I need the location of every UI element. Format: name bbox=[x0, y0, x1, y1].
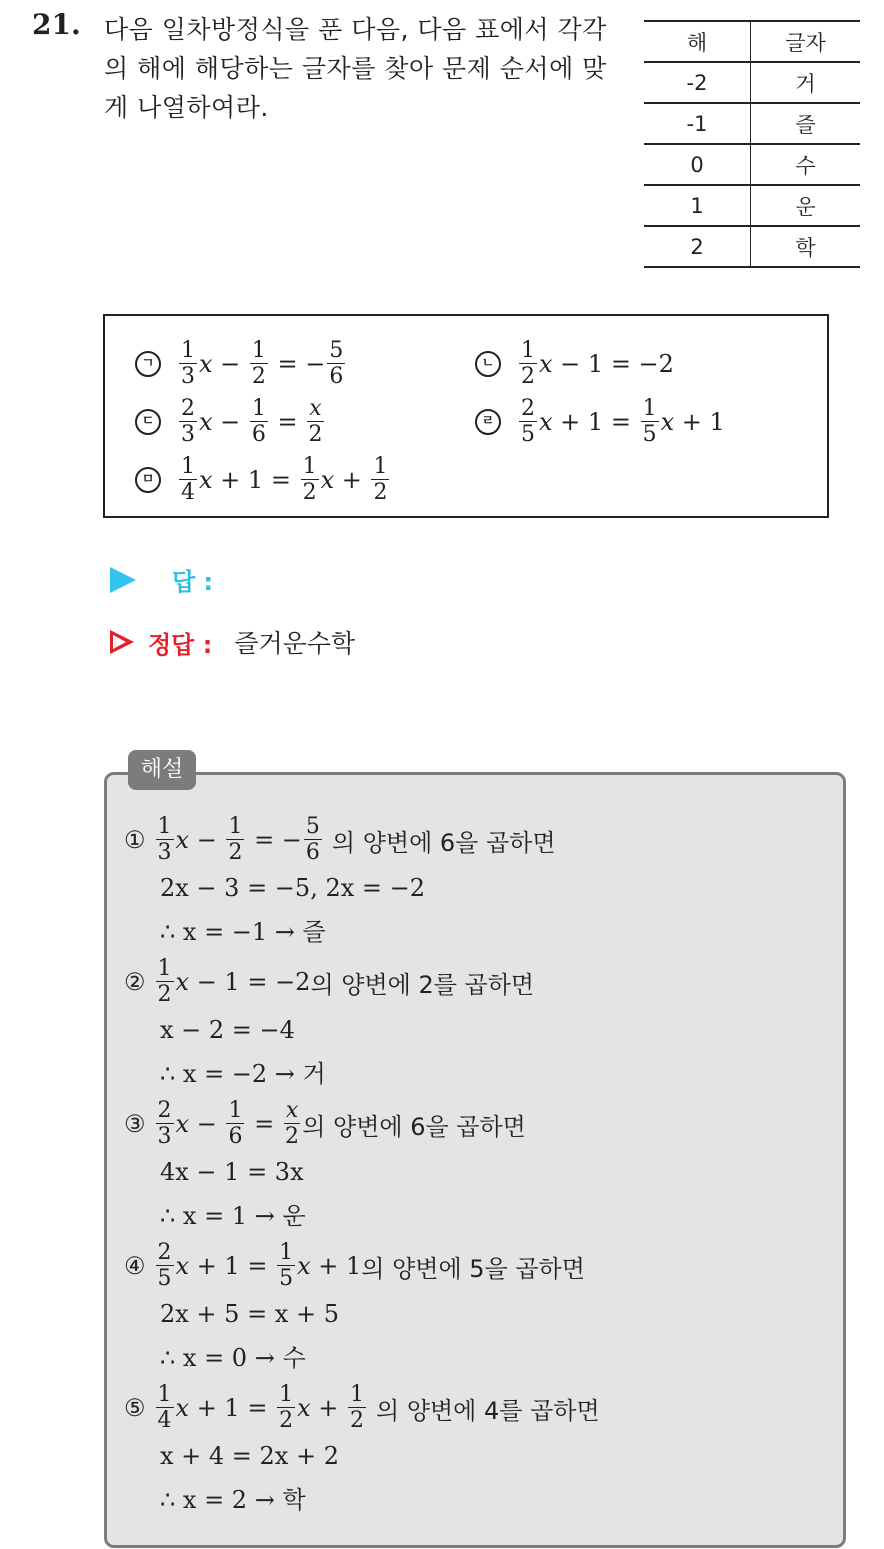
table-row bbox=[644, 62, 860, 103]
correct-answer-label: 정답 : bbox=[148, 630, 213, 659]
table-row bbox=[644, 226, 860, 267]
step-multiply-text: 의 양변에 2를 곱하면 bbox=[310, 970, 535, 999]
step-multiply-text: 의 양변에 6을 곱하면 bbox=[302, 1112, 526, 1141]
explanation-line: ∴ x = 0 → 수 bbox=[160, 1344, 306, 1372]
explanation-line: 4x − 1 = 3x bbox=[160, 1158, 304, 1186]
equation-e: ㅁ $\frac{1}{4}$ x + 1 = $\frac{1}{2}$ x + $\frac{1}{2}$ bbox=[135, 456, 391, 504]
equation-a: ㄱ $\frac{1}{3}$ x − $\frac{1}{2}$ = − $\frac{5}{6}$ bbox=[135, 340, 347, 388]
table-row bbox=[644, 144, 860, 185]
step-number: ⑤ bbox=[124, 1394, 146, 1422]
table-header-cell: 해 bbox=[644, 21, 751, 62]
correct-answer-value: 즐거운수학 bbox=[234, 629, 356, 658]
outline-triangle-icon bbox=[110, 630, 134, 654]
table-row bbox=[644, 103, 860, 144]
step-number: ② bbox=[124, 968, 146, 996]
explanation-step-2: ② $\frac{1}{2}$ x − 1 = −2 의 양변에 2를 곱하면 bbox=[124, 956, 535, 1007]
correct-answer-row bbox=[110, 624, 355, 660]
explanation-step-5: ⑤ $\frac{1}{4}$ x + 1 = $\frac{1}{2}$ x + $\frac{1}{2}$ 의 양변에 4를 곱하면 bbox=[124, 1382, 600, 1433]
table-header-cell: 글자 bbox=[751, 21, 861, 62]
table-cell: 0 bbox=[644, 144, 751, 185]
explanation-line: x − 2 = −4 bbox=[160, 1016, 295, 1044]
explanation-line: 2x − 3 = −5, 2x = −2 bbox=[160, 874, 425, 902]
play-triangle-icon bbox=[110, 567, 136, 593]
step-number: ③ bbox=[124, 1110, 146, 1138]
question-text: 다음 일차방정식을 푼 다음, 다음 표에서 각각의 해에 해당하는 글자를 찾아 문제 순서에 맞게 나열하여라. bbox=[104, 15, 607, 122]
explanation-line: ∴ x = 1 → 운 bbox=[160, 1202, 306, 1230]
table-row bbox=[644, 185, 860, 226]
table-cell: 즐 bbox=[751, 103, 861, 144]
table-cell: 수 bbox=[751, 144, 861, 185]
answer-label: 답 : bbox=[172, 568, 214, 596]
equation-box bbox=[103, 314, 829, 518]
equation-label: ㄴ bbox=[475, 351, 501, 377]
explanation-step-1: ① $\frac{1}{3}$ x − $\frac{1}{2}$ = − $\frac{5}{6}$ 의 양변에 6을 곱하면 bbox=[124, 814, 556, 865]
step-multiply-text: 의 양변에 5을 곱하면 bbox=[361, 1254, 585, 1283]
table-header-row bbox=[644, 21, 860, 62]
step-number: ① bbox=[124, 826, 146, 854]
explanation-line: 2x + 5 = x + 5 bbox=[160, 1300, 339, 1328]
step-number: ④ bbox=[124, 1252, 146, 1280]
step-multiply-text: 의 양변에 4를 곱하면 bbox=[376, 1396, 600, 1425]
equation-c: ㄷ $\frac{2}{3}$ x − $\frac{1}{6}$ = $\frac{x}{2}$ bbox=[135, 398, 326, 446]
table-cell: 운 bbox=[751, 185, 861, 226]
step-multiply-text: 의 양변에 6을 곱하면 bbox=[331, 828, 556, 857]
equation-label: ㅁ bbox=[135, 467, 161, 493]
table-cell: -2 bbox=[644, 62, 751, 103]
question-number: 21. bbox=[32, 8, 81, 41]
answer-row bbox=[110, 562, 213, 597]
explanation-step-4: ④ $\frac{2}{5}$ x + 1 = $\frac{1}{5}$ x + 1 의 양변에 5을 곱하면 bbox=[124, 1240, 585, 1291]
equation-label: ㄱ bbox=[135, 351, 161, 377]
explanation-line: ∴ x = −1 → 즐 bbox=[160, 918, 326, 946]
table-cell: 거 bbox=[751, 62, 861, 103]
equation-d: ㄹ $\frac{2}{5}$ x + 1 = $\frac{1}{5}$ x + 1 bbox=[475, 398, 725, 446]
explanation-line: ∴ x = 2 → 학 bbox=[160, 1486, 306, 1514]
explanation-tag: 해설 bbox=[128, 750, 196, 790]
explanation-step-3: ③ $\frac{2}{3}$ x − $\frac{1}{6}$ = $\frac{x}{2}$ 의 양변에 6을 곱하면 bbox=[124, 1098, 526, 1149]
equation-b: ㄴ $\frac{1}{2}$ x − 1 = −2 bbox=[475, 340, 674, 388]
solution-table bbox=[644, 20, 860, 268]
equation-label: ㄷ bbox=[135, 409, 161, 435]
table-cell: -1 bbox=[644, 103, 751, 144]
table-cell: 학 bbox=[751, 226, 861, 267]
explanation-line: x + 4 = 2x + 2 bbox=[160, 1442, 339, 1470]
explanation-line: ∴ x = −2 → 거 bbox=[160, 1060, 326, 1088]
table-cell: 2 bbox=[644, 226, 751, 267]
table-cell: 1 bbox=[644, 185, 751, 226]
equation-label: ㄹ bbox=[475, 409, 501, 435]
